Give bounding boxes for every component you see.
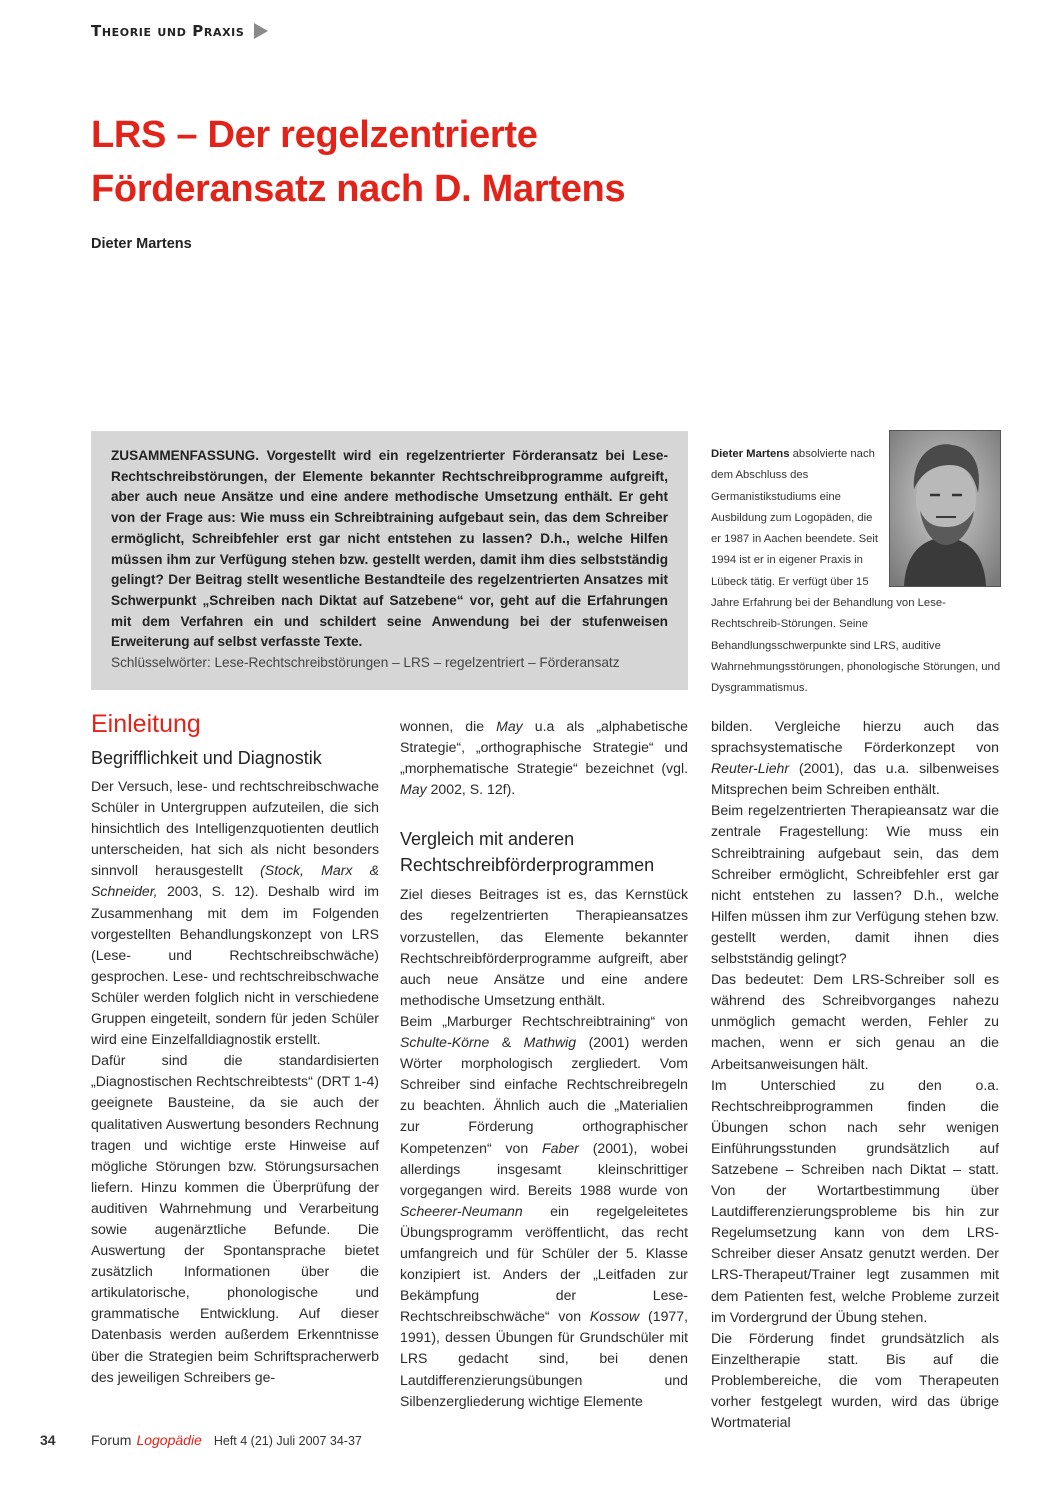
paragraph [400, 716, 688, 800]
text-run: (1977, 1991), dessen Übungen für Grundschüler mit LRS gedacht sind, bei denen Lautdifferenzierungsübungen und Silbenzergliederung wichtige Elemente [400, 1308, 688, 1409]
abstract-text [111, 446, 668, 653]
journal-logo: Logopädie [136, 1432, 202, 1448]
paragraph: Beim regelzentrierten Therapieansatz war die zentrale Fragestellung: Wie muss ein Schreibtraining aufgebaut sein, das dem Schreiber ermöglicht, Schreibfehler erst gar nicht entstehen zu lassen? D.h., welche Hilfen müssen ihm zur Verfügung stehen bzw. gestellt werden, damit ihnen dies selbstständig gelingt? [711, 802, 999, 967]
paragraph: Die Förderung findet grundsätzlich als Einzeltherapie statt. Bis auf die Problembereiche, die vom Therapeuten vorher festgelegt wurden, wird das übrige Wortmaterial [711, 1329, 999, 1431]
column-2 [400, 716, 688, 1412]
paragraph: Im Unterschied zu den o.a. Rechtschreibprogrammen finden die Übungen schon nach sehr wenigen Einführungsstunden grundsätzlich auf Satzebene – Schreiben nach Diktat – statt. Von der Wortartbestimmung über Lautdifferenzierungsprobleme bis hin zur Regelumsetzung kann von dem LRS-Schreiber dieser Ansatz genutzt werden. Der LRS-Therapeut/Trainer legt zusammen mit dem Patienten fest, welche Probleme zurzeit im Vordergrund der Übung stehen. [711, 1076, 999, 1325]
bio-text: absolvierte nach dem Abschluss des Germanistikstudiums eine Ausbildung zum Logopäden, die er 1987 in Aachen beendete. Seit 1994 ist er in eigener Praxis in Lübeck tätig. Er verfügt über 15 Jahre Erfahrung bei der Behandlung von Lese-Rechtschreib-Störungen. Seine Behandlungsschwerpunkte sind LRS, auditive Wahrnehmungsstörungen, phonologische Störungen, und Dysgrammatismus. [711, 448, 1001, 695]
author-photo [889, 430, 1001, 587]
citation: Reuter-Liehr [711, 760, 790, 777]
text-run: wonnen, die [400, 718, 485, 734]
paragraph: Das bedeutet: Dem LRS-Schreiber soll es während des Schreibvorganges nahezu unmöglich gemacht werden, Fehler zu machen, wenn er sich genau an die Arbeitsanweisungen hält. [711, 971, 999, 1072]
citation: Faber [542, 1139, 579, 1156]
abstract-body: Vorgestellt wird ein regelzentrierter Förderansatz bei Lese-Rechtschreibstörungen, der Elemente bekannter Rechtschreibprogramme aufgreift, aber auch neue Ansätze und eine andere methodische Umsetzung enthält. Er geht von der Frage aus: Wie muss ein Schreibtraining aufgebaut sein, das dem Schreiber ermöglicht, Schreibfehler erst gar nicht entstehen zu lassen? D.h., welche Hilfen müssen ihm zur Verfügung stehen bzw. gestellt werden, damit ihm dies selbstständig gelingt? Der Beitrag stellt wesentliche Bestandteile des regelzentrierten Ansatzes mit Schwerpunkt „Schreiben nach Diktat auf Satzebene“ vor, geht auf die Erfahrungen mit dem Verfahren ein und schildert seine Anwendung bei der stufenweisen Erweiterung auf selbst verfasste Texte. [111, 448, 668, 650]
citation: Kossow [589, 1308, 640, 1325]
text-run: (2001) werden Wörter morphologisch zergliedert. Vom Schreiber sind einfache Rechtschreibregeln zu beachten. Ähnlich auch die „Materialien zur Förderung orthographischer Kompetenzen“ von [400, 1034, 688, 1156]
citation: Schulte-Körne [400, 1034, 490, 1051]
text-run: Beim „Marburger Rechtschreibtraining“ von [400, 1012, 688, 1029]
abstract-box [91, 431, 688, 690]
issue-info: Heft 4 (21) Juli 2007 34-37 [213, 1434, 362, 1448]
article-title [91, 108, 625, 216]
triangle-right-icon [254, 23, 268, 39]
text-run: 2002, S. 12f). [430, 781, 516, 798]
text-run: (2001), wobei allerdings insgesamt kleinschrittiger vorgegangen wird. Bereits 1988 wurde von [400, 1139, 689, 1198]
paragraph [91, 776, 379, 1050]
subheading-begrifflichkeit: Begrifflichkeit und Diagnostik [91, 748, 322, 768]
text-run: Der Versuch, lese- und rechtschreibschwache Schüler in Untergruppen aufzuteilen, die sich hinsichtlich des Intelligenzquotienten deutlich unterscheiden, hat sich als nicht besonders sinnvoll herausgestellt [91, 778, 379, 879]
citation: May [496, 718, 523, 734]
section-label: Theorie und Praxis [91, 22, 245, 40]
text-run: bilden. Vergleiche hierzu auch das sprachsystematische Förderkonzept von [711, 718, 999, 756]
citation: Scheerer-Neumann [400, 1202, 523, 1219]
page-footer [40, 1432, 362, 1448]
title-line-2: Förderansatz nach D. Martens [91, 168, 626, 210]
section-tag [91, 22, 268, 40]
paragraph: Ziel dieses Beitrages ist es, das Kernstück des regelzentrierten Therapieansatzes vorzustellen, das Elemente bekannter Rechtschreibförderprogramme aufgreift, aber auch neue Ansätze und eine andere methodische Umsetzung enthält. [400, 886, 688, 1008]
journal-name: Forum [91, 1432, 132, 1448]
abstract-lead: ZUSAMMENFASSUNG. [111, 448, 260, 463]
text-run: & [501, 1034, 512, 1051]
citation: (Stock, Marx & Schneider, [91, 862, 379, 900]
title-line-1: LRS – Der regelzentrierte [91, 114, 538, 156]
keywords: Schlüsselwörter: Lese-Rechtschreibstörungen – LRS – regelzentriert – Förderansatz [111, 655, 620, 671]
author-bio [711, 444, 1001, 700]
subheading-vergleich: Vergleich mit anderen Rechtschreibförderprogrammen [400, 829, 655, 876]
text-run: ein regelgeleitetes Übungsprogramm veröffentlicht, das recht umfangreich und für Schüler der 5. Klasse konzipiert ist. Anders der „Leitfaden zur Bekämpfung der Lese-Rechtschreibschwäche“ von [400, 1202, 688, 1325]
paragraph: Dafür sind die standardisierten „Diagnostischen Rechtschreibtests“ (DRT 1-4) geeignete Bausteine, da sie auch der qualitativen Auswertung besonders Rechnung tragen und wichtige erste Hinweise auf mögliche Störungen bzw. Störungsursachen liefern. Hinzu kommen die Überprüfung der auditiven Wahrnehmung und Verarbeitung sowie augenärztliche Befunde. Die Auswertung der Spontansprache bietet zusätzlich Informationen über die artikulatorische, phonologische und grammatische Entwicklung. Auf dieser Datenbasis werden außerdem Erkenntnisse über die Strategien beim Schriftspracherwerb des jeweiligen Schreibers ge- [91, 1052, 379, 1385]
bio-name: Dieter Martens [711, 448, 790, 460]
author-name: Dieter Martens [91, 236, 192, 252]
citation: Mathwig [523, 1034, 577, 1051]
column-3 [711, 716, 999, 1433]
text-run: u.a als „alphabetische Strategie“, „orthographische Strategie“ und „morphematische Strategie“ bezeichnet (vgl. [400, 718, 688, 777]
paragraph [400, 1011, 688, 1412]
text-run: 2003, S. 12). Deshalb wird im Zusammenhang mit dem im Folgenden vorgestellten Behandlungskonzept von LRS (Lese- und Rechtschreibschwäche) gesprochen. Lese- und rechtschreibschwache Schüler werden folglich nicht in verschiedene Gruppen eingeteilt, sondern für jeden Schüler wird eine Einzelfalldiagnostik erstellt. [91, 883, 380, 1048]
page-number: 34 [40, 1432, 56, 1448]
citation: May [400, 781, 427, 798]
heading-einleitung: Einleitung [91, 710, 201, 738]
column-1 [91, 710, 380, 1388]
text-run: (2001), das u.a. silbenweises Mitsprechen beim Schreiben enthält. [711, 760, 999, 798]
paragraph [711, 716, 999, 800]
